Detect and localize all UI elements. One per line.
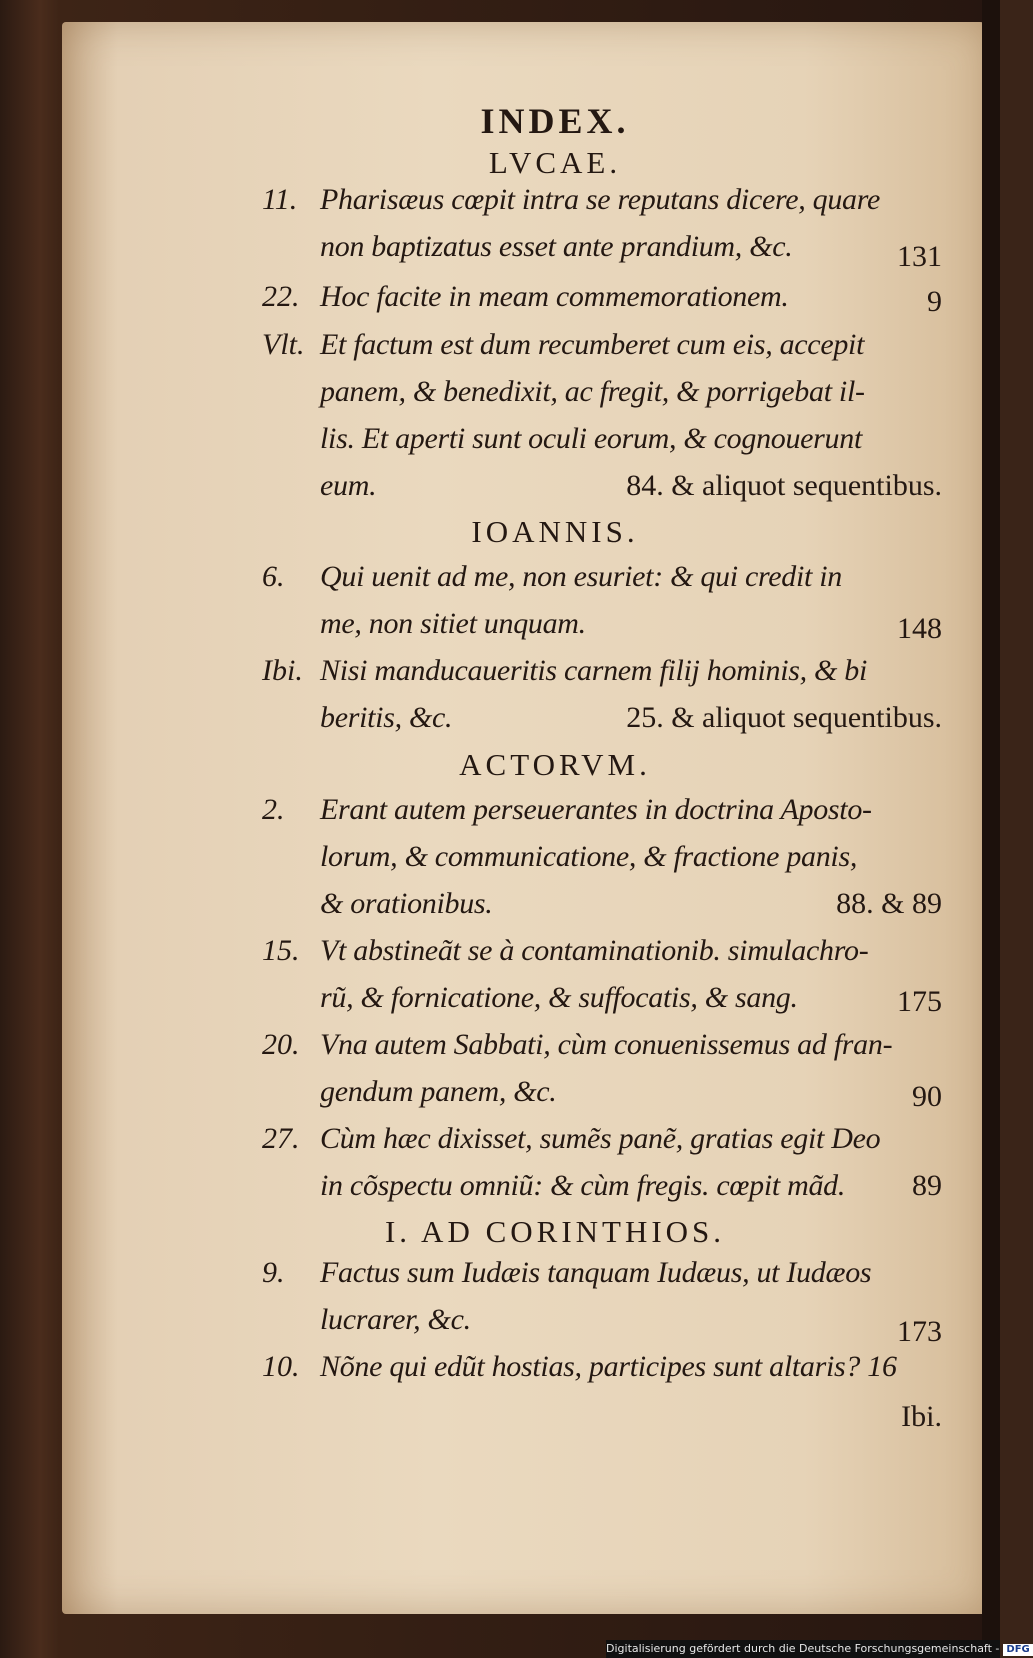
entry-reference: 88. & 89: [836, 887, 942, 920]
page-title: INDEX.: [480, 101, 630, 141]
entry-line: rũ, & fornicatione, & suffocatis, & sang.: [320, 981, 798, 1014]
section-heading-ioannis: IOANNIS.: [471, 514, 639, 549]
entry-number: Vlt.: [262, 328, 305, 361]
entry-line: non baptizatus esset ante prandium, &c.: [320, 230, 793, 263]
entry-line: Vna autem Sabbati, cùm conuenissemus ad fran-: [320, 1028, 893, 1061]
entry-line: Nõne qui edũt hostias, participes sunt altaris? 16: [320, 1350, 897, 1383]
entry-line: me, non sitiet unquam.: [320, 607, 586, 640]
dfg-logo: DFG: [1003, 1644, 1032, 1656]
entry-number: 15.: [262, 934, 300, 967]
entry-line: Nisi manducaueritis carnem filij hominis, & bi: [320, 654, 868, 687]
entry-number: 9.: [262, 1256, 285, 1289]
entry-reference: 173: [897, 1315, 942, 1348]
entry-line: panem, & benedixit, ac fregit, & porrigebat il-: [320, 375, 865, 408]
entry-number: 2.: [262, 793, 285, 826]
entry-reference: 89: [912, 1169, 942, 1202]
entry-reference: Ibi.: [901, 1400, 942, 1433]
entry-line: Pharisæus cœpit intra se reputans dicere, quare: [320, 183, 881, 216]
entry-number: 10.: [262, 1350, 300, 1383]
entry-reference: 148: [897, 612, 942, 645]
entry-number: 20.: [262, 1028, 300, 1061]
entry-number: Ibi.: [262, 654, 303, 687]
section-heading-actorum: ACTORVM.: [459, 747, 651, 782]
entry-line: Factus sum Iudæis tanquam Iudæus, ut Iudæos: [320, 1256, 872, 1289]
entry-line: Et factum est dum recumberet cum eis, accepit: [320, 328, 865, 361]
entry-reference: 84. & aliquot sequentibus.: [626, 469, 942, 502]
entry-line: & orationibus.: [320, 887, 493, 920]
entry-line: lis. Et aperti sunt oculi eorum, & cognouerunt: [320, 422, 862, 455]
entry-line: Vt abstineãt se à contaminationib. simulachro-: [320, 934, 869, 967]
entry-line: lucrarer, &c.: [320, 1303, 471, 1336]
footer-credit: Digitalisierung gefördert durch die Deutsche Forschungsgemeinschaft -: [606, 1642, 1000, 1655]
entry-reference: 175: [897, 985, 942, 1018]
entry-line: beritis, &c.: [320, 701, 453, 734]
entry-line: Qui uenit ad me, non esuriet: & qui credit in: [320, 560, 842, 593]
entry-line: eum.: [320, 469, 377, 502]
entry-line: in cõspectu omniũ: & cùm fregis. cœpit mãd.: [320, 1169, 846, 1202]
entry-number: 6.: [262, 560, 285, 593]
section-heading-corinthios: I. AD CORINTHIOS.: [384, 1214, 726, 1249]
entry-reference: 25. & aliquot sequentibus.: [626, 701, 942, 734]
entry-reference: 9: [927, 285, 942, 318]
entry-line: Erant autem perseuerantes in doctrina Aposto-: [320, 793, 872, 826]
entry-reference: 90: [912, 1080, 942, 1113]
entry-line: Hoc facite in meam commemorationem.: [320, 280, 789, 313]
entry-line: lorum, & communicatione, & fractione panis,: [320, 840, 858, 873]
entry-line: Cùm hæc dixisset, sumẽs panẽ, gratias egit Deo: [320, 1122, 881, 1155]
entry-line: gendum panem, &c.: [320, 1075, 557, 1108]
entry-number: 11.: [262, 183, 298, 216]
section-heading-lucae: LVCAE.: [488, 145, 622, 180]
entry-reference: 131: [897, 240, 942, 273]
entry-number: 22.: [262, 280, 300, 313]
digitization-footer: [606, 1640, 1030, 1658]
entry-number: 27.: [262, 1122, 300, 1155]
